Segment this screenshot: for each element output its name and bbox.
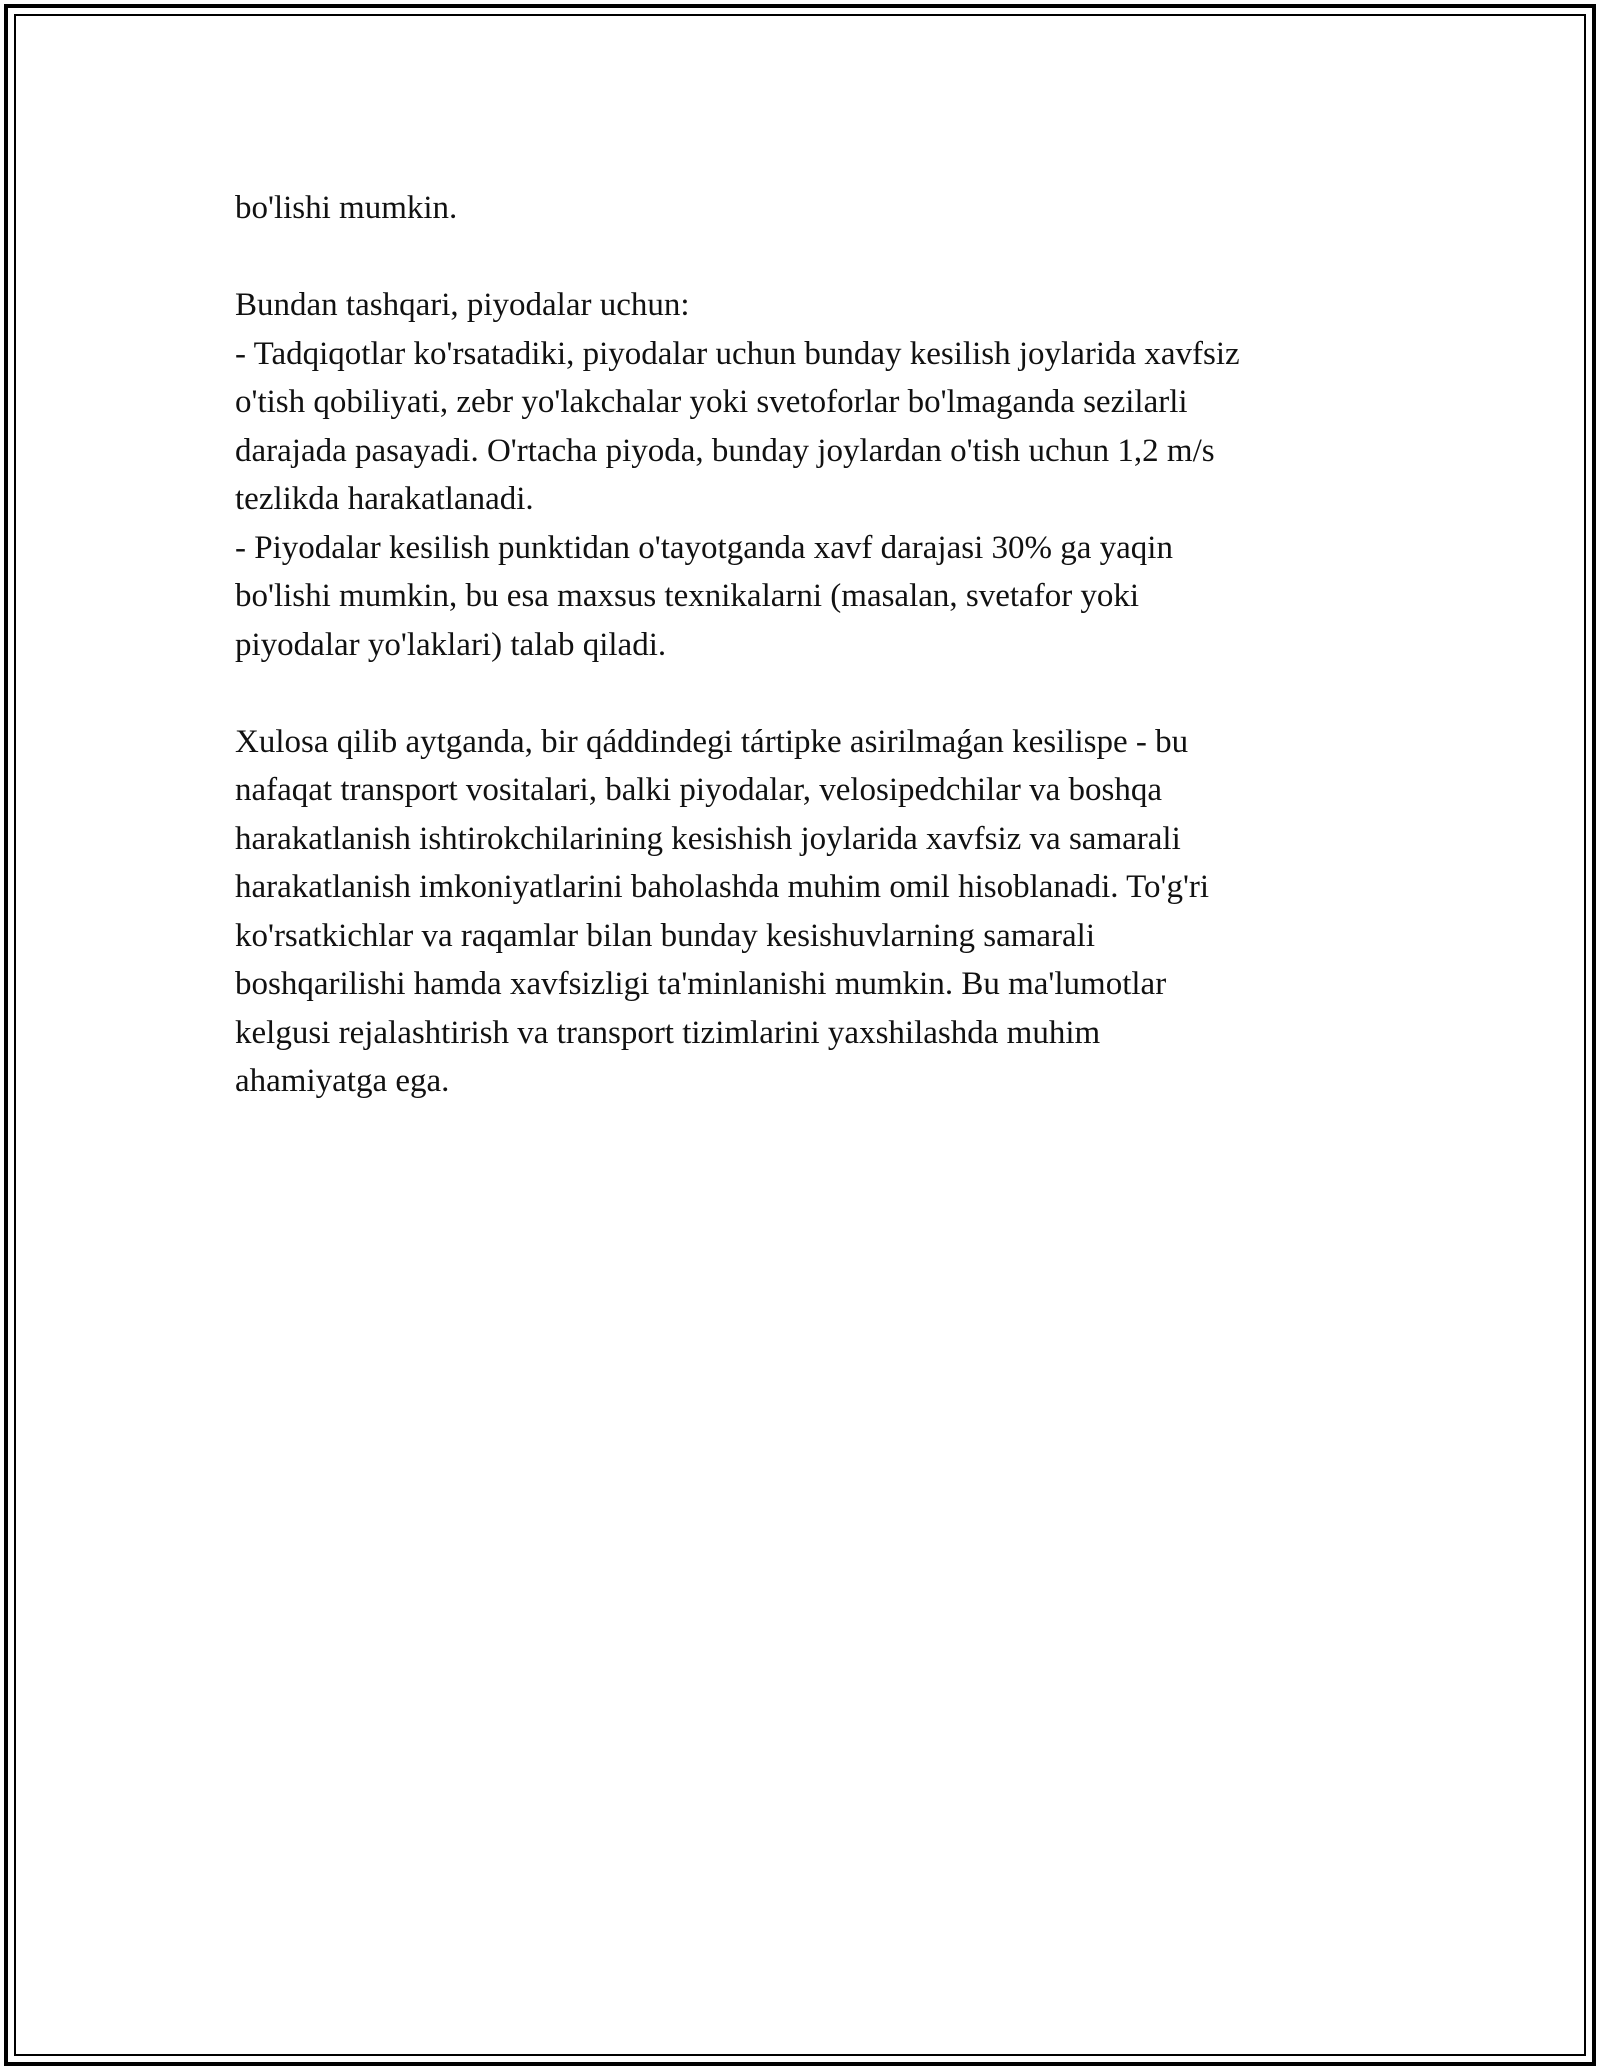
- text-line: boshqarilishi hamda xavfsizligi ta'minlanishi mumkin. Bu ma'lumotlar: [235, 966, 1167, 1002]
- text-line: ko'rsatkichlar va raqamlar bilan bunday kesishuvlarning samarali: [235, 917, 1095, 954]
- text-line: nafaqat transport vositalari, balki piyodalar, velosipedchilar va boshqa: [235, 772, 1162, 808]
- text-line: bo'lishi mumkin.: [235, 190, 458, 226]
- paragraph-3: [235, 718, 1385, 1106]
- paragraph-spacer: [235, 669, 1385, 718]
- document-body: [235, 184, 1385, 1106]
- text-line: - Piyodalar kesilish punktidan o'tayotganda xavf darajasi 30% ga yaqin: [235, 529, 1173, 566]
- text-line: Xulosa qilib aytganda, bir qáddindegi tártipke asirilmaǵan kesilispe - bu: [235, 723, 1189, 760]
- text-line: piyodalar yo'laklari) talab qiladi.: [235, 626, 667, 663]
- text-line: - Tadqiqotlar ko'rsatadiki, piyodalar uchun bunday kesilish joylarida xavfsiz: [235, 335, 1240, 372]
- text-line: kelgusi rejalashtirish va transport tizimlarini yaxshilashda muhim: [235, 1014, 1101, 1051]
- paragraph-2: [235, 281, 1385, 669]
- text-line: harakatlanish ishtirokchilarining kesishish joylarida xavfsiz va samarali: [235, 820, 1181, 857]
- text-line: bo'lishi mumkin, bu esa maxsus texnikalarni (masalan, svetafor yoki: [235, 578, 1140, 614]
- paragraph-spacer: [235, 233, 1385, 282]
- text-line: harakatlanish imkoniyatlarini baholashda muhim omil hisoblanadi. To'g'ri: [235, 869, 1210, 905]
- text-line: darajada pasayadi. O'rtacha piyoda, bunday joylardan o'tish uchun 1,2 m/s: [235, 432, 1215, 469]
- text-line: o'tish qobiliyati, zebr yo'lakchalar yoki svetoforlar bo'lmaganda sezilarli: [235, 384, 1188, 420]
- text-line: Bundan tashqari, piyodalar uchun:: [235, 287, 690, 323]
- paragraph-1: [235, 184, 1385, 233]
- text-line: tezlikda harakatlanadi.: [235, 481, 534, 517]
- text-line: ahamiyatga ega.: [235, 1063, 450, 1099]
